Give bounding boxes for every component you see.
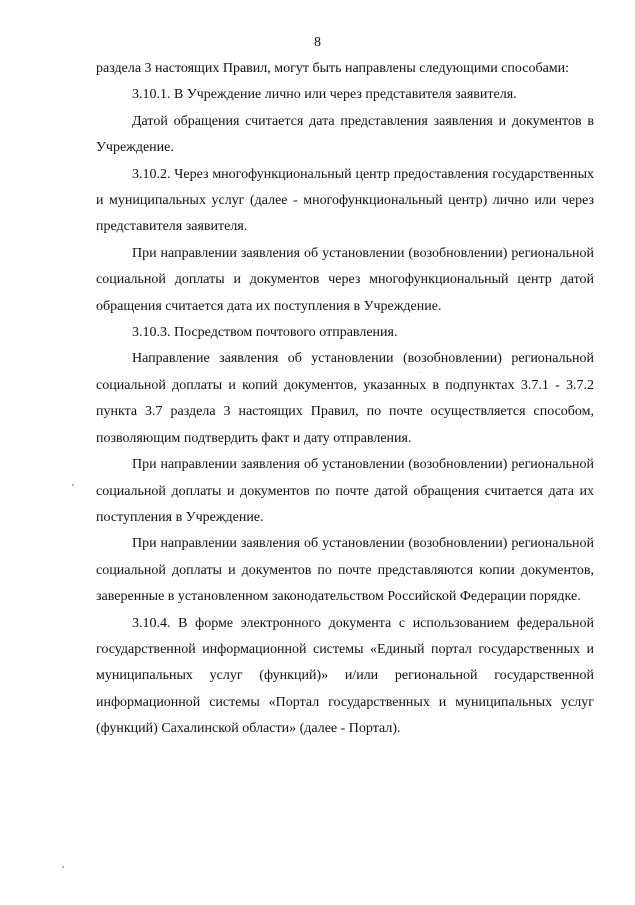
page-number: 8 <box>314 35 321 50</box>
scan-speck <box>62 866 64 868</box>
paragraph-date-in-person: Датой обращения считается дата представления заявления и документов в Учреждение. <box>96 113 594 156</box>
paragraph-3-10-4: 3.10.4. В форме электронного документа с использованием федеральной государственной информационной системы «Единый портал государственных и муниципальных услуг (функций)» и/или региональной государственной информационной системы «Портал государственных и муниципальных услуг (функций) Сахалинской области» (далее - Портал). <box>96 615 594 737</box>
paragraph-mail-method: Направление заявления об установлении (возобновлении) региональной социальной доплаты и копий документов, указанных в подпунктах 3.7.1 - 3.7.2 пункта 3.7 раздела 3 настоящих Правил, по почте осуществляется способом, позволяющим подтвердить факт и дату отправления. <box>96 351 594 446</box>
paragraph-mail-copies: При направлении заявления об установлении (возобновлении) региональной социальной доплаты и документов по почте представляются копии документов, заверенные в установленном законодательством Российской Федерации порядке. <box>96 536 594 605</box>
paragraph-3-10-3: 3.10.3. Посредством почтового отправления. <box>132 325 398 341</box>
scan-speck <box>72 484 74 486</box>
scan-speck <box>420 372 421 373</box>
paragraph-continuation: раздела 3 настоящих Правил, могут быть направлены следующими способами: <box>96 61 570 76</box>
paragraph-date-mail: При направлении заявления об установлении (возобновлении) региональной социальной доплаты и документов по почте датой обращения считается дата их поступления в Учреждение. <box>96 457 594 525</box>
document-body <box>96 56 594 743</box>
paragraph-date-mfc: При направлении заявления об установлении (возобновлении) региональной социальной доплаты и документов через многофункциональный центр датой обращения считается дата их поступления в Учреждение. <box>96 245 594 314</box>
paragraph-3-10-2: 3.10.2. Через многофункциональный центр предоставления государственных и муниципальных услуг (далее - многофункциональный центр) лично или через представителя заявителя. <box>96 166 594 235</box>
paragraph-3-10-1: 3.10.1. В Учреждение лично или через представителя заявителя. <box>132 87 517 103</box>
